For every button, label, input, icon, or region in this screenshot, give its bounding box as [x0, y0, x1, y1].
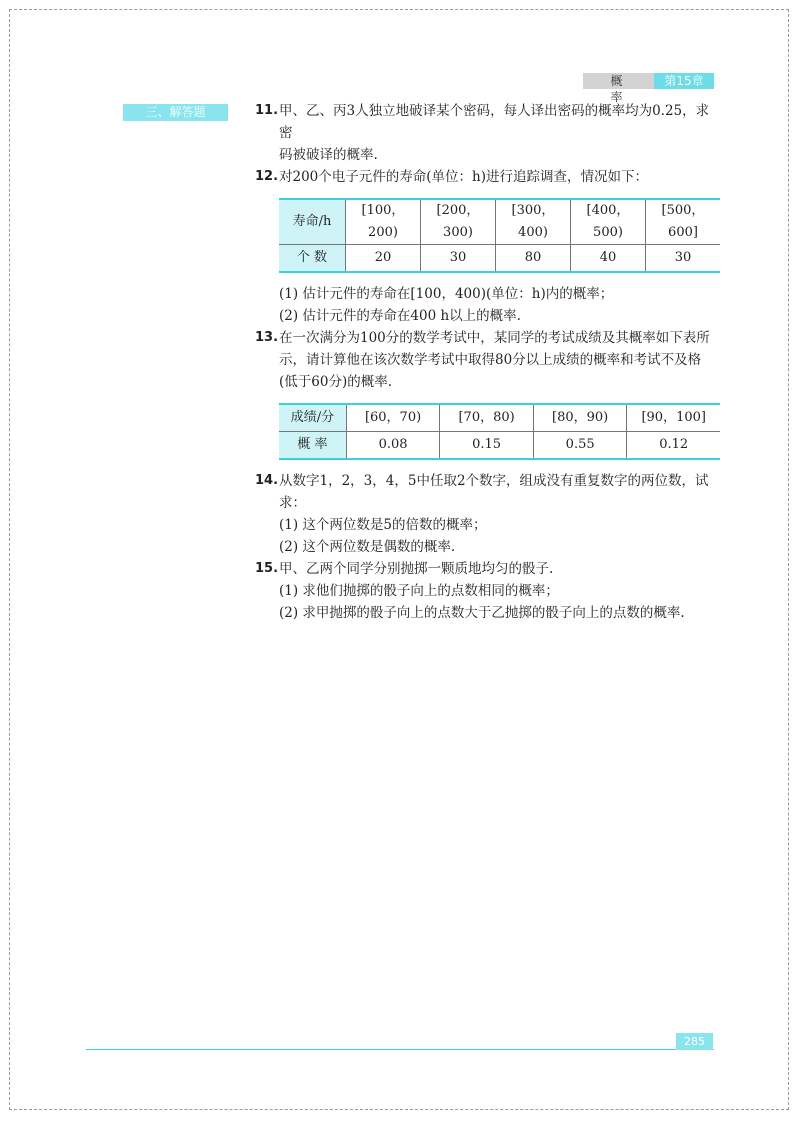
table-cell: 80 — [496, 245, 571, 273]
table-cell: [300，400) — [496, 199, 571, 245]
table-cell: [500，600] — [646, 199, 721, 245]
table-cell: 0.08 — [346, 432, 440, 460]
problem-12 — [255, 166, 720, 188]
table-cell: [400，500) — [571, 199, 646, 245]
problem-list — [255, 100, 720, 624]
problem-text-line: 甲、乙两个同学分别抛掷一颗质地均匀的骰子. — [279, 561, 554, 577]
problem-15 — [255, 558, 720, 580]
table-cell: [70，80) — [440, 404, 534, 432]
sub-question: (2) 这个两位数是偶数的概率. — [279, 539, 456, 555]
footer-rule — [86, 1049, 714, 1050]
table-cell: [60，70) — [346, 404, 440, 432]
problem-14 — [255, 470, 720, 514]
sub-question: (1) 这个两位数是5的倍数的概率； — [279, 517, 487, 533]
table-row-header: 成绩/分 — [279, 404, 346, 432]
problem-text-line: 对200个电子元件的寿命(单位：h)进行追踪调查，情况如下： — [279, 169, 648, 185]
running-header — [583, 73, 714, 104]
problem-text-line: 码被破译的概率. — [279, 147, 378, 163]
sub-question: (1) 估计元件的寿命在[100，400)(单位：h)内的概率； — [279, 286, 614, 302]
sub-question: (2) 求甲抛掷的骰子向上的点数大于乙抛掷的骰子向上的点数的概率. — [279, 605, 685, 621]
problem-number: 11. — [255, 103, 279, 118]
table-cell: 20 — [346, 245, 421, 273]
problem-text-line: (低于60分)的概率. — [279, 374, 393, 390]
sub-question: (1) 求他们抛掷的骰子向上的点数相同的概率； — [279, 583, 559, 599]
table-cell: 30 — [646, 245, 721, 273]
problem-number: 12. — [255, 169, 279, 184]
problem-11 — [255, 100, 720, 166]
score-probability-table — [279, 403, 720, 460]
lifespan-table — [279, 198, 720, 273]
table-row — [279, 199, 720, 245]
problem-13 — [255, 327, 720, 393]
table-cell: [90，100] — [627, 404, 720, 432]
table-row — [279, 404, 720, 432]
problem-text-line: 在一次满分为100分的数学考试中，某同学的考试成绩及其概率如下表所 — [279, 330, 710, 346]
header-chapter-label: 第15章 — [654, 73, 714, 89]
page-number: 285 — [676, 1033, 713, 1050]
problem-number: 14. — [255, 473, 279, 488]
problem-text-line: 甲、乙、丙3人独立地破译某个密码，每人译出密码的概率均为0.25，求密 — [279, 103, 710, 141]
problem-text-line: 从数字1，2，3，4，5中任取2个数字，组成没有重复数字的两位数，试求： — [279, 473, 709, 511]
problem-number: 15. — [255, 561, 279, 576]
table-cell: 30 — [421, 245, 496, 273]
table-row — [279, 245, 720, 273]
table-row-header: 寿命/h — [279, 199, 346, 245]
sub-question: (2) 估计元件的寿命在400 h以上的概率. — [279, 308, 521, 324]
table-row-header: 概 率 — [279, 432, 346, 460]
table-cell: 0.12 — [627, 432, 720, 460]
table-cell: 40 — [571, 245, 646, 273]
table-cell: [200，300) — [421, 199, 496, 245]
table-cell: [100，200) — [346, 199, 421, 245]
section-tag: 三、解答题 — [123, 104, 228, 121]
table-cell: 0.55 — [533, 432, 627, 460]
problem-text-line: 示，请计算他在该次数学考试中取得80分以上成绩的概率和考试不及格 — [279, 352, 702, 368]
table-row-header: 个 数 — [279, 245, 346, 273]
table-cell: 0.15 — [440, 432, 534, 460]
problem-number: 13. — [255, 330, 279, 345]
table-row — [279, 432, 720, 460]
table-cell: [80，90) — [533, 404, 627, 432]
header-section-label: 概 率 — [583, 73, 654, 89]
